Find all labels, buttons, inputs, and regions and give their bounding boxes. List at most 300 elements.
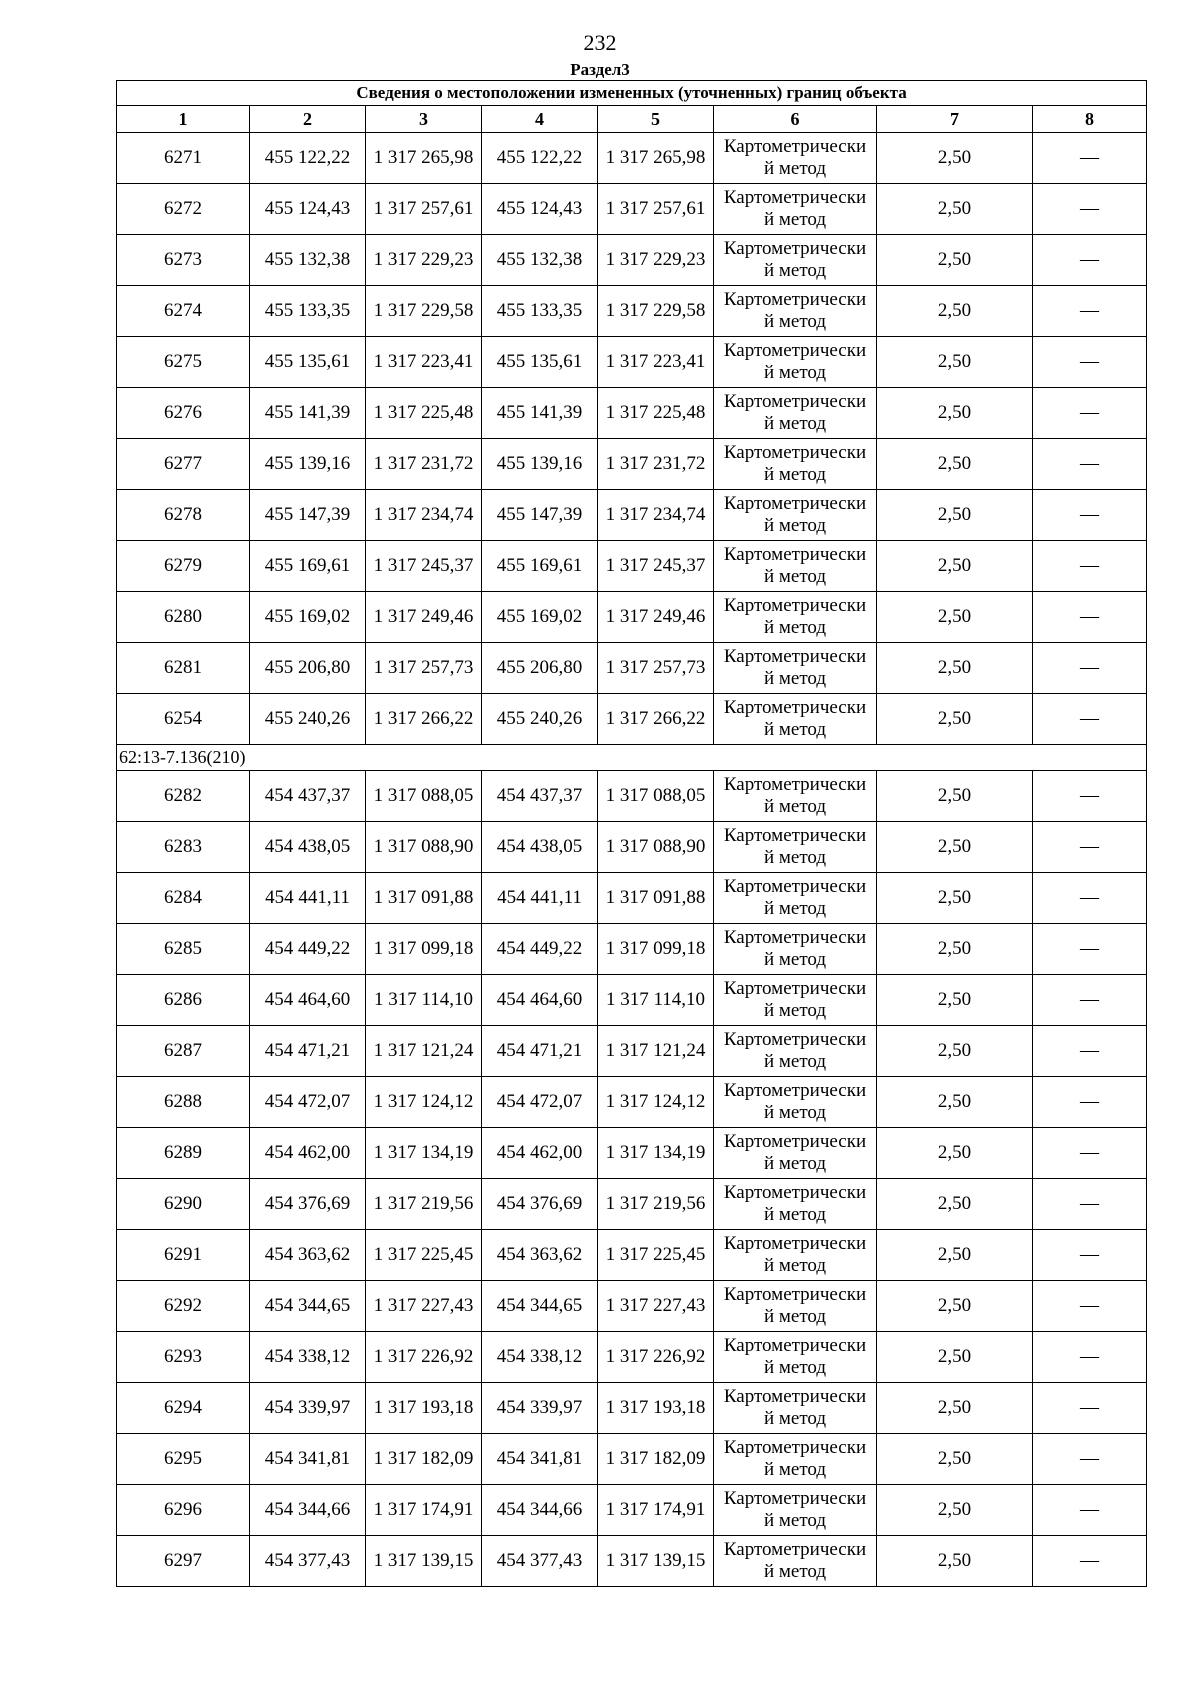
coord-x-existing: 454 438,05 <box>250 822 366 873</box>
method <box>714 975 877 1026</box>
coord-x-existing: 454 471,21 <box>250 1026 366 1077</box>
point-description: — <box>1033 337 1147 388</box>
point-description: — <box>1033 1383 1147 1434</box>
method-line: Картометрически <box>723 1335 867 1356</box>
point-description: — <box>1033 1281 1147 1332</box>
coord-y-refined: 1 317 225,48 <box>598 388 714 439</box>
point-description: — <box>1033 771 1147 822</box>
coord-x-refined: 454 472,07 <box>482 1077 598 1128</box>
coord-x-existing: 455 139,16 <box>250 439 366 490</box>
column-header: 6 <box>714 106 877 133</box>
method-line: Картометрически <box>723 544 867 565</box>
table-row <box>117 643 1147 694</box>
coord-y-existing: 1 317 223,41 <box>366 337 482 388</box>
accuracy: 2,50 <box>877 1281 1033 1332</box>
method-line: Картометрически <box>723 340 867 361</box>
point-number: 6296 <box>117 1485 250 1536</box>
coord-x-existing: 454 464,60 <box>250 975 366 1026</box>
coord-y-refined: 1 317 266,22 <box>598 694 714 745</box>
method <box>714 1332 877 1383</box>
method-line: Картометрически <box>723 187 867 208</box>
coord-y-existing: 1 317 174,91 <box>366 1485 482 1536</box>
cadastral-group-label: 62:13-7.136(210) <box>117 745 1147 771</box>
table-row <box>117 1485 1147 1536</box>
method <box>714 439 877 490</box>
point-description: — <box>1033 1485 1147 1536</box>
method-line: Картометрически <box>723 1080 867 1101</box>
method <box>714 1026 877 1077</box>
coord-y-refined: 1 317 223,41 <box>598 337 714 388</box>
column-header: 8 <box>1033 106 1147 133</box>
method <box>714 133 877 184</box>
coord-y-existing: 1 317 099,18 <box>366 924 482 975</box>
accuracy: 2,50 <box>877 1128 1033 1179</box>
table-row <box>117 133 1147 184</box>
accuracy: 2,50 <box>877 1383 1033 1434</box>
coord-x-refined: 454 438,05 <box>482 822 598 873</box>
method-line: Картометрически <box>723 978 867 999</box>
table-row <box>117 439 1147 490</box>
table-row <box>117 1179 1147 1230</box>
coord-y-existing: 1 317 219,56 <box>366 1179 482 1230</box>
table-row <box>117 1383 1147 1434</box>
coord-x-existing: 455 169,61 <box>250 541 366 592</box>
coord-x-refined: 455 135,61 <box>482 337 598 388</box>
accuracy: 2,50 <box>877 1077 1033 1128</box>
coord-y-refined: 1 317 226,92 <box>598 1332 714 1383</box>
accuracy: 2,50 <box>877 235 1033 286</box>
coord-y-existing: 1 317 134,19 <box>366 1128 482 1179</box>
coord-y-existing: 1 317 193,18 <box>366 1383 482 1434</box>
point-description: — <box>1033 1128 1147 1179</box>
coord-y-refined: 1 317 234,74 <box>598 490 714 541</box>
point-description: — <box>1033 235 1147 286</box>
point-description: — <box>1033 1536 1147 1587</box>
method <box>714 1383 877 1434</box>
coord-y-refined: 1 317 124,12 <box>598 1077 714 1128</box>
method-line: Картометрически <box>723 136 867 157</box>
point-number: 6279 <box>117 541 250 592</box>
column-header: 5 <box>598 106 714 133</box>
coord-x-existing: 455 124,43 <box>250 184 366 235</box>
method <box>714 1128 877 1179</box>
point-number: 6282 <box>117 771 250 822</box>
method-line: й метод <box>763 209 827 230</box>
method-line: Картометрически <box>723 1131 867 1152</box>
method <box>714 873 877 924</box>
method-line: Картометрически <box>723 1284 867 1305</box>
table-row <box>117 771 1147 822</box>
method-line: Картометрически <box>723 825 867 846</box>
point-number: 6283 <box>117 822 250 873</box>
point-number: 6294 <box>117 1383 250 1434</box>
coord-x-existing: 454 338,12 <box>250 1332 366 1383</box>
coord-y-existing: 1 317 234,74 <box>366 490 482 541</box>
method-line: й метод <box>763 1102 827 1123</box>
coord-y-refined: 1 317 231,72 <box>598 439 714 490</box>
point-number: 6274 <box>117 286 250 337</box>
point-number: 6287 <box>117 1026 250 1077</box>
coord-y-existing: 1 317 226,92 <box>366 1332 482 1383</box>
coord-x-refined: 454 437,37 <box>482 771 598 822</box>
page-number: 232 <box>583 30 617 55</box>
coord-y-refined: 1 317 219,56 <box>598 1179 714 1230</box>
coord-x-refined: 455 147,39 <box>482 490 598 541</box>
table-row <box>117 286 1147 337</box>
column-header: 2 <box>250 106 366 133</box>
table-row <box>117 924 1147 975</box>
coord-y-refined: 1 317 091,88 <box>598 873 714 924</box>
coord-y-refined: 1 317 139,15 <box>598 1536 714 1587</box>
coord-x-existing: 454 339,97 <box>250 1383 366 1434</box>
accuracy: 2,50 <box>877 643 1033 694</box>
accuracy: 2,50 <box>877 1434 1033 1485</box>
coord-x-refined: 455 206,80 <box>482 643 598 694</box>
method <box>714 337 877 388</box>
method <box>714 388 877 439</box>
method-line: й метод <box>763 1051 827 1072</box>
table-row <box>117 1536 1147 1587</box>
method-line: Картометрически <box>723 697 867 718</box>
table-row <box>117 337 1147 388</box>
table-row <box>117 592 1147 643</box>
accuracy: 2,50 <box>877 822 1033 873</box>
table-title: Сведения о местоположении измененных (уточненных) границ объекта <box>117 81 1147 106</box>
point-description: — <box>1033 924 1147 975</box>
method-line: й метод <box>763 617 827 638</box>
point-number: 6278 <box>117 490 250 541</box>
accuracy: 2,50 <box>877 337 1033 388</box>
coord-y-existing: 1 317 121,24 <box>366 1026 482 1077</box>
table-row <box>117 490 1147 541</box>
point-description: — <box>1033 873 1147 924</box>
accuracy: 2,50 <box>877 924 1033 975</box>
method <box>714 1179 877 1230</box>
method-line: Картометрически <box>723 595 867 616</box>
coord-x-refined: 454 344,66 <box>482 1485 598 1536</box>
accuracy: 2,50 <box>877 592 1033 643</box>
point-number: 6289 <box>117 1128 250 1179</box>
accuracy: 2,50 <box>877 184 1033 235</box>
method-line: Картометрически <box>723 1437 867 1458</box>
section-title: Раздел3 <box>570 60 630 79</box>
method <box>714 1434 877 1485</box>
point-number: 6281 <box>117 643 250 694</box>
point-number: 6290 <box>117 1179 250 1230</box>
method-line: й метод <box>763 1255 827 1276</box>
point-number: 6273 <box>117 235 250 286</box>
point-description: — <box>1033 388 1147 439</box>
coord-x-refined: 455 240,26 <box>482 694 598 745</box>
group-row <box>117 745 1147 771</box>
method-line: Картометрически <box>723 238 867 259</box>
accuracy: 2,50 <box>877 541 1033 592</box>
coord-x-refined: 454 338,12 <box>482 1332 598 1383</box>
coord-x-existing: 454 462,00 <box>250 1128 366 1179</box>
point-number: 6288 <box>117 1077 250 1128</box>
point-description: — <box>1033 286 1147 337</box>
coord-x-existing: 454 449,22 <box>250 924 366 975</box>
point-number: 6286 <box>117 975 250 1026</box>
coord-y-refined: 1 317 227,43 <box>598 1281 714 1332</box>
method-line: й метод <box>763 719 827 740</box>
coord-y-refined: 1 317 134,19 <box>598 1128 714 1179</box>
coord-y-existing: 1 317 257,61 <box>366 184 482 235</box>
coord-y-refined: 1 317 245,37 <box>598 541 714 592</box>
coord-y-existing: 1 317 225,48 <box>366 388 482 439</box>
coord-y-refined: 1 317 257,61 <box>598 184 714 235</box>
point-description: — <box>1033 592 1147 643</box>
method-line: Картометрически <box>723 391 867 412</box>
table-row <box>117 1332 1147 1383</box>
coord-y-existing: 1 317 229,58 <box>366 286 482 337</box>
table-row <box>117 1026 1147 1077</box>
coord-x-existing: 454 344,65 <box>250 1281 366 1332</box>
method-line: Картометрически <box>723 927 867 948</box>
coord-y-refined: 1 317 174,91 <box>598 1485 714 1536</box>
method <box>714 286 877 337</box>
coord-x-existing: 454 437,37 <box>250 771 366 822</box>
coord-x-existing: 455 169,02 <box>250 592 366 643</box>
coord-y-refined: 1 317 229,23 <box>598 235 714 286</box>
coord-x-refined: 455 169,61 <box>482 541 598 592</box>
coord-x-existing: 454 344,66 <box>250 1485 366 1536</box>
point-description: — <box>1033 1434 1147 1485</box>
coord-y-refined: 1 317 121,24 <box>598 1026 714 1077</box>
table-row <box>117 1128 1147 1179</box>
method-line: й метод <box>763 1000 827 1021</box>
point-description: — <box>1033 694 1147 745</box>
column-header: 1 <box>117 106 250 133</box>
coord-y-refined: 1 317 193,18 <box>598 1383 714 1434</box>
method-line: й метод <box>763 1459 827 1480</box>
method-line: й метод <box>763 668 827 689</box>
column-header: 4 <box>482 106 598 133</box>
coord-x-existing: 455 147,39 <box>250 490 366 541</box>
accuracy: 2,50 <box>877 1179 1033 1230</box>
table-row <box>117 1281 1147 1332</box>
column-header: 3 <box>366 106 482 133</box>
coord-y-existing: 1 317 257,73 <box>366 643 482 694</box>
point-number: 6254 <box>117 694 250 745</box>
coord-y-refined: 1 317 088,90 <box>598 822 714 873</box>
method <box>714 490 877 541</box>
method-line: Картометрически <box>723 1233 867 1254</box>
point-description: — <box>1033 1026 1147 1077</box>
coord-y-existing: 1 317 091,88 <box>366 873 482 924</box>
coord-y-existing: 1 317 182,09 <box>366 1434 482 1485</box>
method-line: й метод <box>763 362 827 383</box>
accuracy: 2,50 <box>877 1485 1033 1536</box>
coord-y-refined: 1 317 257,73 <box>598 643 714 694</box>
method-line: Картометрически <box>723 1029 867 1050</box>
point-description: — <box>1033 1179 1147 1230</box>
table-row <box>117 184 1147 235</box>
coord-x-refined: 455 141,39 <box>482 388 598 439</box>
coord-y-existing: 1 317 229,23 <box>366 235 482 286</box>
coord-y-refined: 1 317 229,58 <box>598 286 714 337</box>
coord-x-existing: 455 133,35 <box>250 286 366 337</box>
coord-x-refined: 455 139,16 <box>482 439 598 490</box>
method-line: Картометрически <box>723 1182 867 1203</box>
method-line: й метод <box>763 1408 827 1429</box>
coord-x-refined: 454 341,81 <box>482 1434 598 1485</box>
coord-y-existing: 1 317 266,22 <box>366 694 482 745</box>
method <box>714 643 877 694</box>
accuracy: 2,50 <box>877 490 1033 541</box>
coord-x-refined: 454 339,97 <box>482 1383 598 1434</box>
point-number: 6295 <box>117 1434 250 1485</box>
point-number: 6292 <box>117 1281 250 1332</box>
table-row <box>117 1077 1147 1128</box>
table-title-row <box>117 81 1147 106</box>
method <box>714 924 877 975</box>
table-row <box>117 873 1147 924</box>
coord-y-existing: 1 317 139,15 <box>366 1536 482 1587</box>
method <box>714 1536 877 1587</box>
coord-y-refined: 1 317 114,10 <box>598 975 714 1026</box>
method-line: Картометрически <box>723 289 867 310</box>
point-number: 6275 <box>117 337 250 388</box>
point-number: 6280 <box>117 592 250 643</box>
method-line: й метод <box>763 515 827 536</box>
method <box>714 694 877 745</box>
accuracy: 2,50 <box>877 1230 1033 1281</box>
method-line: й метод <box>763 1204 827 1225</box>
coord-x-refined: 454 377,43 <box>482 1536 598 1587</box>
coord-x-existing: 455 132,38 <box>250 235 366 286</box>
coord-y-existing: 1 317 124,12 <box>366 1077 482 1128</box>
point-number: 6297 <box>117 1536 250 1587</box>
method-line: й метод <box>763 464 827 485</box>
coord-x-refined: 455 122,22 <box>482 133 598 184</box>
point-description: — <box>1033 133 1147 184</box>
method-line: Картометрически <box>723 876 867 897</box>
accuracy: 2,50 <box>877 1332 1033 1383</box>
point-number: 6291 <box>117 1230 250 1281</box>
coord-x-existing: 454 377,43 <box>250 1536 366 1587</box>
point-description: — <box>1033 822 1147 873</box>
method-line: й метод <box>763 796 827 817</box>
method <box>714 235 877 286</box>
coord-x-existing: 454 341,81 <box>250 1434 366 1485</box>
point-description: — <box>1033 184 1147 235</box>
point-description: — <box>1033 975 1147 1026</box>
coord-x-existing: 455 206,80 <box>250 643 366 694</box>
point-number: 6293 <box>117 1332 250 1383</box>
column-header: 7 <box>877 106 1033 133</box>
method <box>714 771 877 822</box>
point-number: 6284 <box>117 873 250 924</box>
coord-y-existing: 1 317 249,46 <box>366 592 482 643</box>
method-line: Картометрически <box>723 646 867 667</box>
point-description: — <box>1033 541 1147 592</box>
coord-x-refined: 455 124,43 <box>482 184 598 235</box>
coord-y-refined: 1 317 265,98 <box>598 133 714 184</box>
coord-x-existing: 455 141,39 <box>250 388 366 439</box>
point-description: — <box>1033 490 1147 541</box>
accuracy: 2,50 <box>877 286 1033 337</box>
method-line: й метод <box>763 413 827 434</box>
boundary-table <box>116 80 1147 1587</box>
coord-y-existing: 1 317 114,10 <box>366 975 482 1026</box>
point-description: — <box>1033 1332 1147 1383</box>
method-line: й метод <box>763 1306 827 1327</box>
method <box>714 592 877 643</box>
coord-y-existing: 1 317 265,98 <box>366 133 482 184</box>
method-line: Картометрически <box>723 1488 867 1509</box>
method-line: й метод <box>763 311 827 332</box>
method-line: й метод <box>763 898 827 919</box>
coord-y-refined: 1 317 225,45 <box>598 1230 714 1281</box>
method-line: й метод <box>763 158 827 179</box>
coord-x-existing: 455 240,26 <box>250 694 366 745</box>
accuracy: 2,50 <box>877 1536 1033 1587</box>
point-number: 6276 <box>117 388 250 439</box>
table-row <box>117 235 1147 286</box>
coord-y-refined: 1 317 182,09 <box>598 1434 714 1485</box>
coord-y-existing: 1 317 088,90 <box>366 822 482 873</box>
method-line: й метод <box>763 847 827 868</box>
method <box>714 1230 877 1281</box>
method <box>714 1281 877 1332</box>
coord-x-existing: 454 376,69 <box>250 1179 366 1230</box>
accuracy: 2,50 <box>877 771 1033 822</box>
coord-y-existing: 1 317 225,45 <box>366 1230 482 1281</box>
point-description: — <box>1033 1230 1147 1281</box>
accuracy: 2,50 <box>877 975 1033 1026</box>
point-number: 6277 <box>117 439 250 490</box>
coord-x-refined: 454 449,22 <box>482 924 598 975</box>
method-line: й метод <box>763 1510 827 1531</box>
coord-x-refined: 455 169,02 <box>482 592 598 643</box>
method-line: й метод <box>763 949 827 970</box>
coord-x-refined: 454 464,60 <box>482 975 598 1026</box>
point-description: — <box>1033 643 1147 694</box>
coord-y-refined: 1 317 249,46 <box>598 592 714 643</box>
coord-x-refined: 455 132,38 <box>482 235 598 286</box>
accuracy: 2,50 <box>877 133 1033 184</box>
coord-x-existing: 455 135,61 <box>250 337 366 388</box>
coord-x-refined: 454 344,65 <box>482 1281 598 1332</box>
coord-y-refined: 1 317 099,18 <box>598 924 714 975</box>
point-number: 6272 <box>117 184 250 235</box>
coord-x-refined: 454 363,62 <box>482 1230 598 1281</box>
method <box>714 184 877 235</box>
point-number: 6285 <box>117 924 250 975</box>
method <box>714 541 877 592</box>
table-row <box>117 388 1147 439</box>
table-row <box>117 1230 1147 1281</box>
coord-x-refined: 454 471,21 <box>482 1026 598 1077</box>
coord-y-refined: 1 317 088,05 <box>598 771 714 822</box>
coord-x-refined: 454 441,11 <box>482 873 598 924</box>
coord-x-existing: 454 441,11 <box>250 873 366 924</box>
accuracy: 2,50 <box>877 694 1033 745</box>
method-line: й метод <box>763 1561 827 1582</box>
method-line: Картометрически <box>723 442 867 463</box>
method <box>714 1077 877 1128</box>
table-header-row <box>117 106 1147 133</box>
method-line: й метод <box>763 1357 827 1378</box>
coord-x-refined: 454 462,00 <box>482 1128 598 1179</box>
method-line: Картометрически <box>723 1386 867 1407</box>
accuracy: 2,50 <box>877 439 1033 490</box>
method-line: Картометрически <box>723 774 867 795</box>
coord-y-existing: 1 317 231,72 <box>366 439 482 490</box>
coord-x-existing: 455 122,22 <box>250 133 366 184</box>
coord-x-refined: 454 376,69 <box>482 1179 598 1230</box>
